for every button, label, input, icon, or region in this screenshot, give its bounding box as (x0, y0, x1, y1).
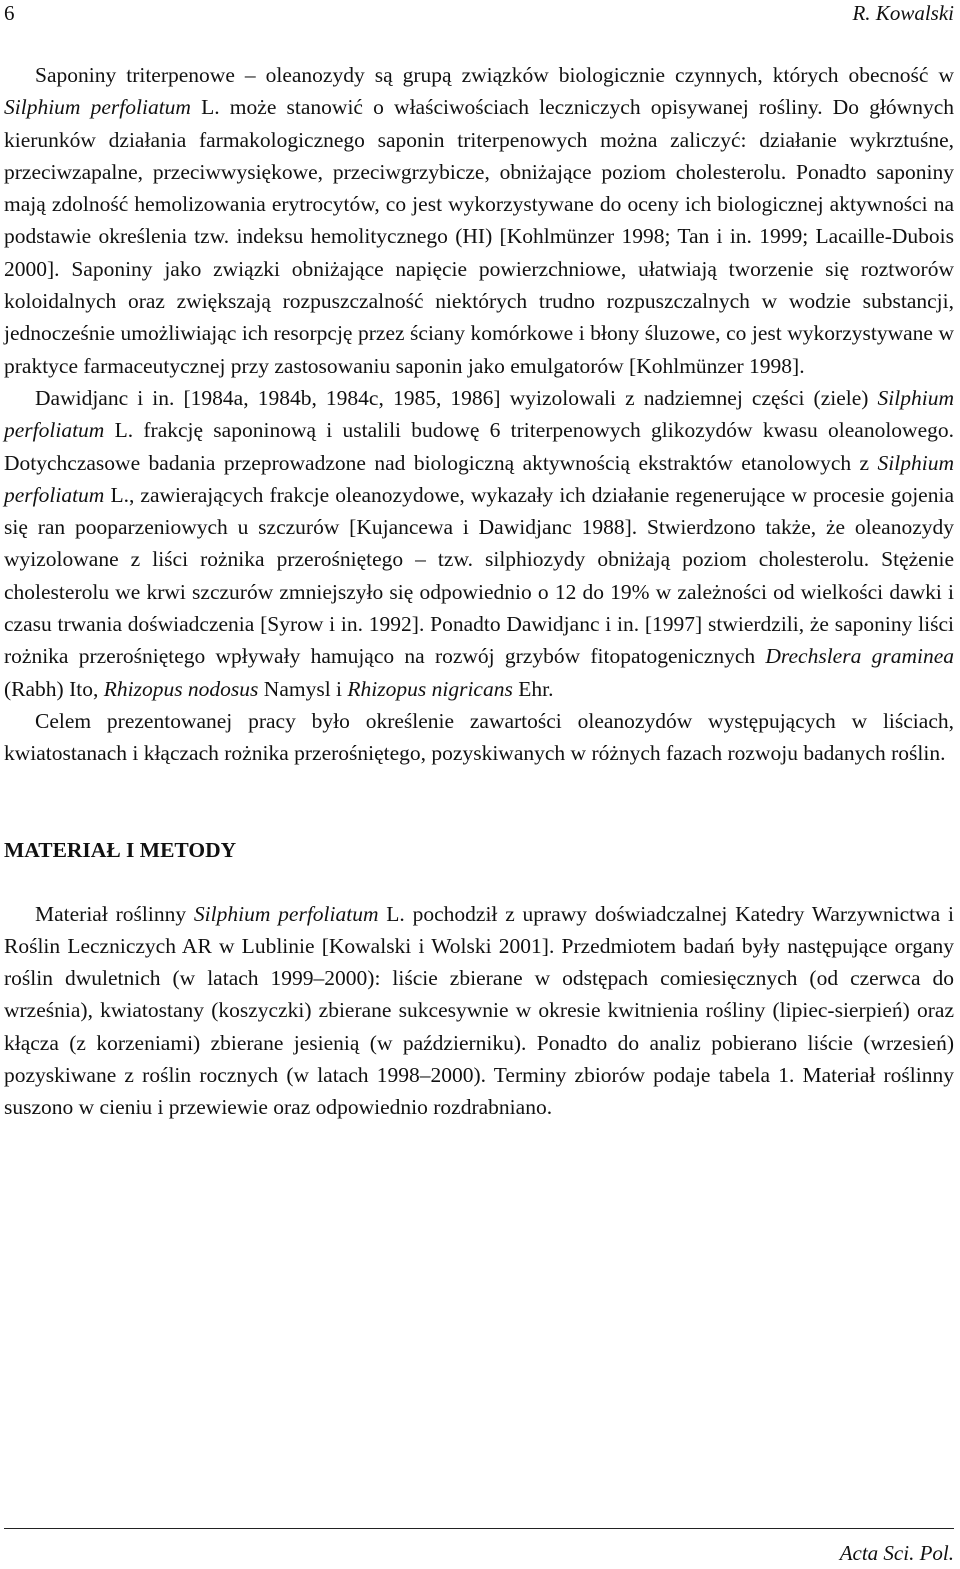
species-name: Drechslera graminea (765, 644, 954, 669)
species-name: Silphium perfoliatum (4, 385, 954, 443)
text-run: (Rabh) Ito, (4, 676, 104, 701)
text-run: Namysl i (258, 676, 348, 701)
species-name: Rhizopus nodosus (103, 676, 259, 701)
text-run: L. pochodził z uprawy doświadczalnej Katedry Warzywnictwa i Roślin Leczniczych AR w Lublinie [Kowalski i Wolski 2001]. Przedmiotem badań były następujące organy roślin dwuletnich (w latach 1999–2000): liście zbierane w odstępach comiesięcznych (od czerwca do września), kwiatostany (koszyczki) zbierane sukcesywnie w okresie kwitnienia rośliny (lipiec-sierpień) oraz kłącza (z korzeniami) zbierane jesienią (w październiku). Ponadto do analiz pobierano liście (wrzesień) pozyskiwane z roślin rocznych (w latach 1998–2000). Terminy zbiorów podaje tabela 1. Materiał roślinny suszono w cieniu i przewiewie oraz odpowiednio rozdrabniano. (4, 901, 954, 1120)
running-author: R. Kowalski (852, 1, 954, 25)
text-run: Ehr. (512, 676, 554, 701)
species-name: Silphium perfoliatum (4, 450, 954, 507)
text-run: L. frakcję saponinową i ustalili budowę 6 triterpenowych glikozydów kwasu oleanolowego. Dotychczasowe badania przeprowadzone nad biologiczną aktywnością ekstraktów etanolowych z (4, 418, 954, 475)
species-name: Silphium perfoliatum (4, 95, 191, 120)
page-number: 6 (4, 1, 15, 25)
body-text (4, 59, 954, 1124)
paragraph-literature (4, 382, 954, 705)
text-run: Dawidjanc i in. [1984a, 1984b, 1984c, 1985, 1986] wyizolowali z nadziemnej części (ziele) (35, 385, 878, 410)
text-run: Saponiny triterpenowe – oleanozydy są grupą związków biologicznie czynnych, których obecność w (35, 63, 954, 87)
text-run: Celem prezentowanej pracy było określenie zawartości oleanozydów występujących w liściach, kwiatostanach i kłączach rożnika przerośniętego, pozyskiwanych w różnych fazach rozwoju badanych roślin. (4, 708, 954, 766)
text-run: L. może stanowić o właściwościach leczniczych opisywanej rośliny. Do głównych kierunków działania farmakologicznego saponin triterpenowych można zaliczyć: działanie wykrztuśne, przeciwzapalne, przeciwwysiękowe, przeciwgrzybicze, obniżające poziom cholesterolu. Ponadto saponiny mają zdolność hemolizowania erytrocytów, co jest wykorzystywane do oceny ich biologicznej aktywności na podstawie określenia tzw. indeksu hemolitycznego (HI) [Kohlmünzer 1998; Tan i in. 1999; Lacaille-Dubois 2000]. Saponiny jako związki obniżające napięcie powierzchniowe, ułatwiają tworzenie się roztworów koloidalnych oraz zwiększają rozpuszczalność niektórych trudno rozpuszczalnych w wodzie substancji, jednocześnie umożliwiając ich resorpcję przez ściany komórkowe i błony śluzowe, co jest wykorzystywane w praktyce farmaceutycznej przy zastosowaniu saponin jako emulgatorów [Kohlmünzer 1998]. (4, 95, 954, 378)
text-run: Materiał roślinny (35, 901, 194, 926)
paragraph-methods (4, 898, 954, 1124)
text-run: L., zawierających frakcje oleanozydowe, wykazały ich działanie regenerujące w procesie gojenia się ran pooparzeniowych u szczurów [Kujancewa i Dawidjanc 1988]. Stwierdzono także, że oleanozydy wyizolowane z liści rożnika przerośniętego – tzw. silphiozydy obniżają poziom cholesterolu. Stężenie cholesterolu we krwi szczurów zmniejszyło się odpowiednio o 12 do 19% w zależności od wielkości dawki i czasu trwania doświadczenia [Syrow i in. 1992]. Ponadto Dawidjanc i in. [1997] stwierdzili, że saponiny liści rożnika przerośniętego wpływały hamująco na rozwój grzybów fitopatogenicznych (4, 482, 954, 669)
paragraph-intro (4, 59, 954, 382)
species-name: Rhizopus nigricans (347, 676, 513, 701)
running-header (4, 0, 954, 30)
paragraph-aim (4, 705, 954, 770)
species-name: Silphium perfoliatum (193, 901, 379, 926)
footer-rule (4, 1528, 954, 1529)
document-page (4, 0, 954, 1569)
journal-name: Acta Sci. Pol. (839, 1541, 954, 1565)
section-heading: MATERIAŁ I METODY (4, 837, 237, 862)
